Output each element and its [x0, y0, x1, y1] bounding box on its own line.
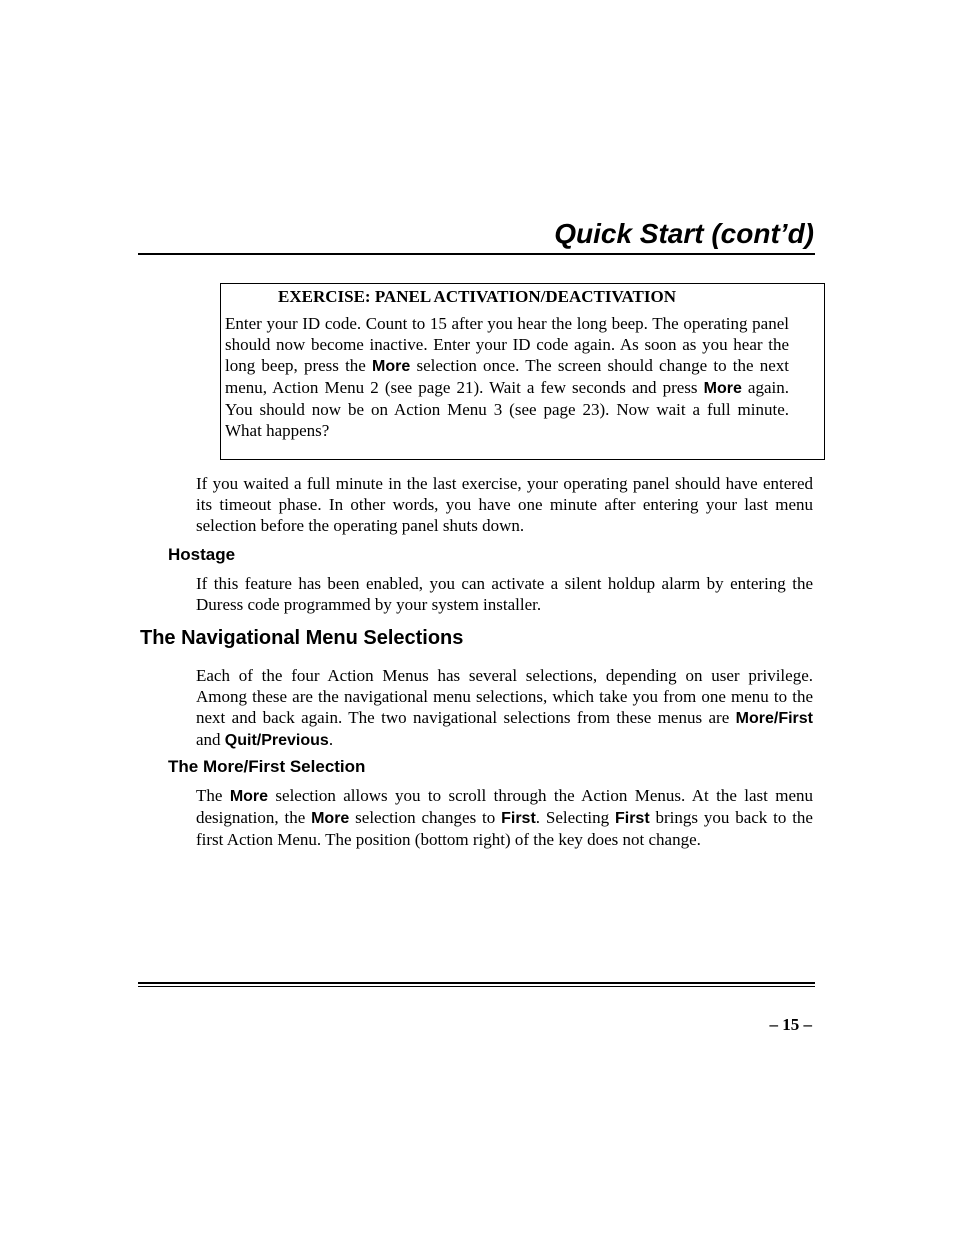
exercise-box — [220, 283, 825, 460]
more-first-heading: The More/First Selection — [168, 757, 366, 776]
hostage-paragraph: If this feature has been enabled, you can activate a silent holdup alarm by entering the Duress code programmed by your system installer. — [196, 574, 813, 614]
more-first-paragraph: The More selection allows you to scroll through the Action Menus. At the last menu designation, the More selection changes to First. Selecting First brings you back to the first Action Menu. The position (bottom right) of the key does not change. — [196, 786, 813, 849]
page-number: – 15 – — [769, 1015, 812, 1034]
exercise-text: Enter your ID code. Count to 15 after you hear the long beep. The operating panel should now become inactive. Enter your ID code again. As soon as you hear the long beep, press the More selection once. The screen should change to the next menu, Action Menu 2 (see page 21). Wait a few seconds and press More again. You should now be on Action Menu 3 (see page 23). Now wait a full minute. What happens? — [225, 314, 789, 440]
hostage-heading: Hostage — [168, 545, 236, 564]
footer-rule-thin — [138, 986, 815, 987]
more-term: More — [372, 358, 411, 375]
nav-menu-heading: The Navigational Menu Selections — [140, 627, 464, 649]
exercise-title: EXERCISE: PANEL ACTIVATION/DEACTIVATION — [277, 287, 677, 306]
page-title: Quick Start (cont’d) — [554, 218, 814, 249]
more-term: More — [229, 788, 269, 805]
first-term: First — [501, 810, 536, 827]
more-term: More — [703, 380, 742, 397]
timeout-paragraph: If you waited a full minute in the last exercise, your operating panel should have entered its timeout phase. In other words, you have one minute after entering your last menu selection before the operating panel shuts down. — [196, 474, 813, 535]
nav-menu-paragraph: Each of the four Action Menus has several selections, depending on user privilege. Among these are the navigational menu selections, which take you from one menu to the next and back again. The two navigational selections from these menus are More/First and Quit/Previous. — [196, 666, 813, 749]
first-term: First — [614, 810, 650, 827]
more-term: More — [311, 810, 350, 827]
header-rule — [138, 253, 815, 255]
quit-previous-term: Quit/Previous — [224, 732, 329, 749]
footer-rule — [138, 982, 815, 984]
more-first-term: More/First — [735, 710, 813, 727]
